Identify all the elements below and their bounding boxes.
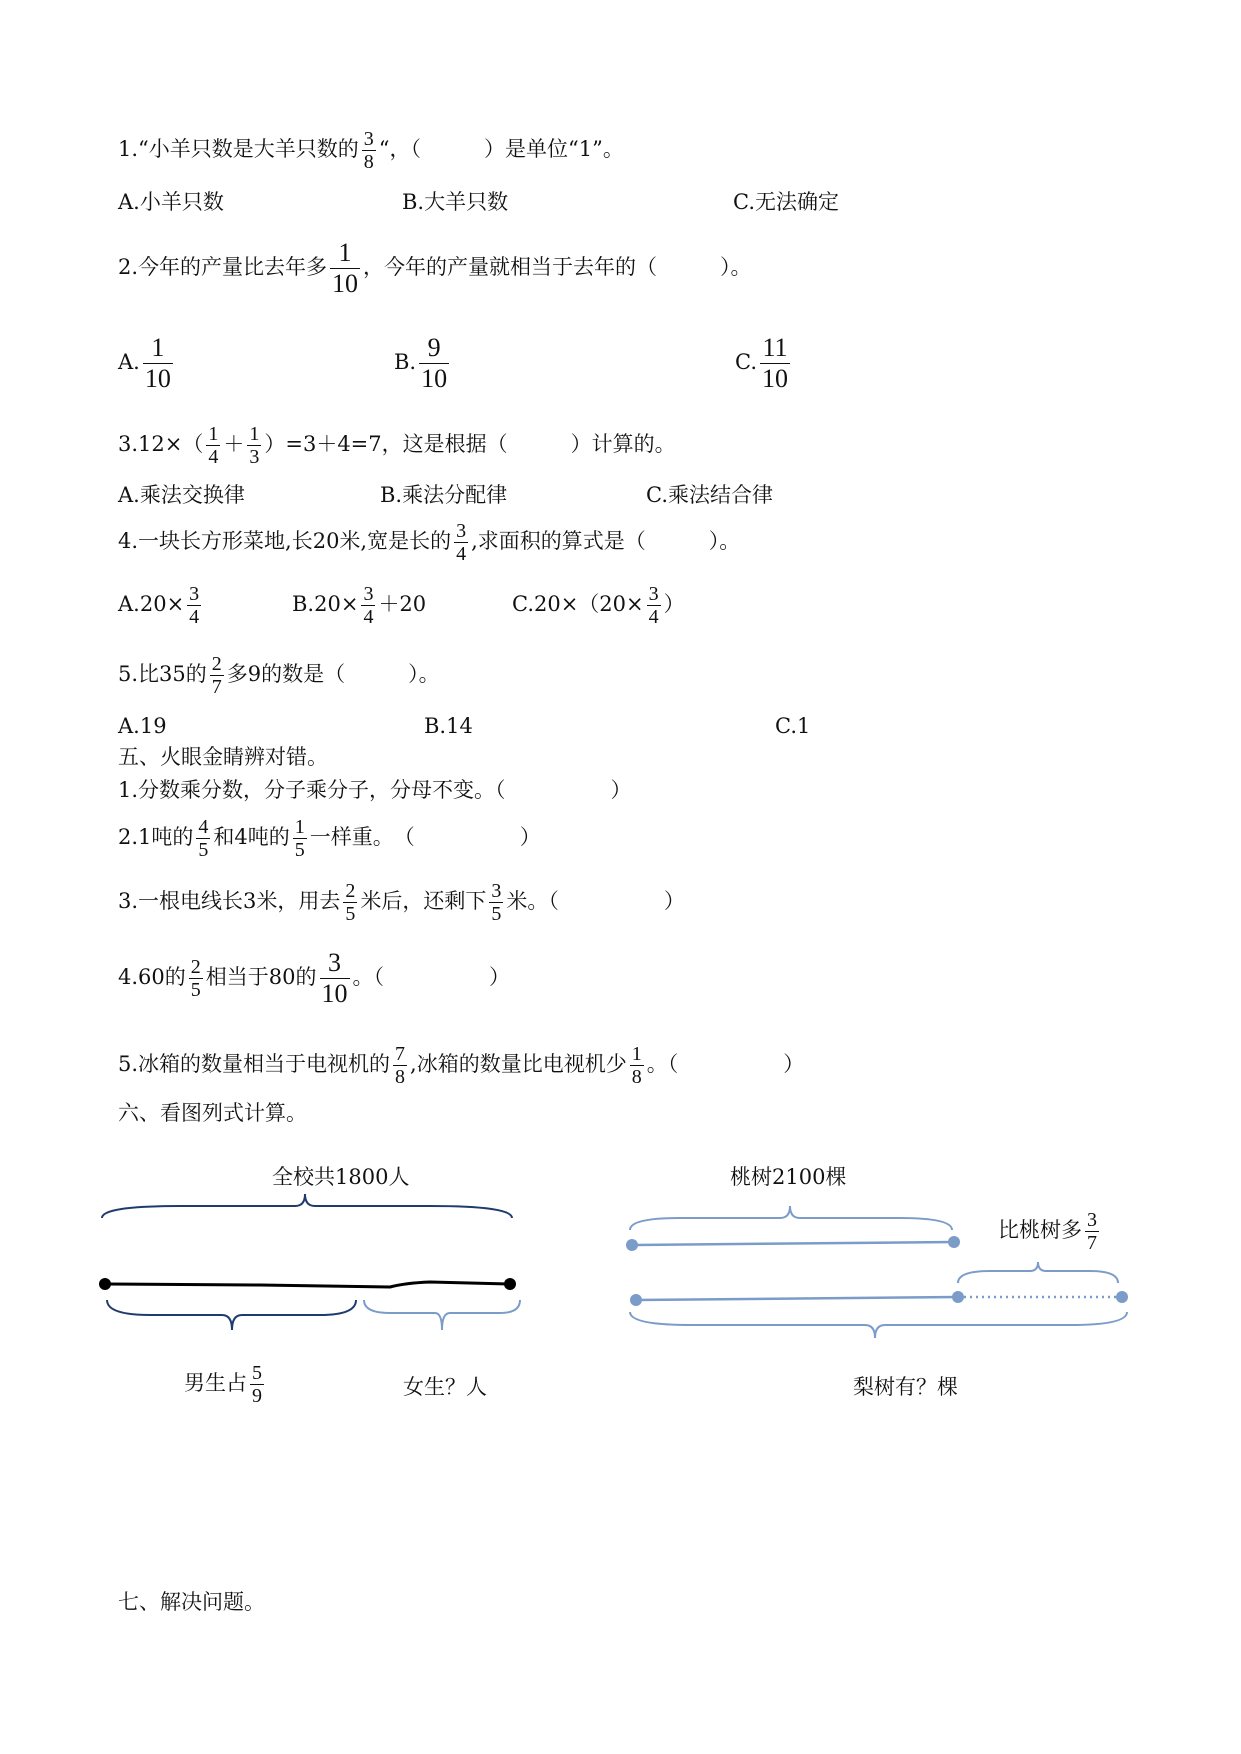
numerator: 3 [363,583,374,605]
pear-segment-line [636,1297,958,1300]
section-6-title: 六、看图列式计算。 [118,1101,307,1125]
denominator: 5 [198,839,209,861]
text: 。（ ） [352,965,510,989]
q5-suffix: 多9的数是（ ）。 [226,662,440,686]
more-label [998,1209,1102,1254]
q5-prefix: 5.比35的 [118,662,207,686]
q5-option-b: B.14 [424,714,473,738]
numerator: 7 [395,1043,406,1065]
numerator: 11 [762,333,788,362]
q5-option-c: C.1 [775,714,811,738]
numerator: 3 [456,520,467,542]
q2-suffix: ，今年的产量就相当于去年的（ ）。 [363,255,752,279]
text: 米。（ ） [506,889,685,913]
numerator: 1 [249,423,260,445]
text: 4.60的 [118,965,186,989]
numerator: 3 [328,948,341,977]
denominator: 10 [421,364,448,393]
q3-option-c: C.乘法结合律 [646,483,773,507]
q2-denominator: 10 [332,269,359,298]
q2-option-c-label: C. [735,350,757,374]
q3-plus: ＋ [223,432,245,456]
numerator: 2 [345,880,356,902]
option-text: C.20×（20× [512,592,644,616]
girls-label: 女生？人 [403,1375,487,1399]
q1-numerator: 3 [363,128,374,150]
section-7-title: 七、解决问题。 [118,1590,265,1614]
denominator: 10 [144,364,171,393]
left-segment-line [105,1282,510,1287]
text: 2.1吨的 [118,825,194,849]
peach-brace [630,1206,952,1230]
numerator: 1 [151,333,165,362]
text: ,冰箱的数量比电视机少 [410,1052,627,1076]
numerator: 5 [252,1362,262,1384]
q2-numerator: 1 [338,238,352,267]
numerator: 9 [427,333,441,362]
option-text-post: ＋20 [378,592,427,616]
q2-option-a-label: A. [118,350,140,374]
left-segment-start-dot [99,1278,111,1290]
text: 。（ ） [646,1052,805,1076]
denominator: 4 [648,606,659,628]
boys-fraction [250,1362,264,1407]
numerator: 4 [198,816,209,838]
q1-option-a: A.小羊只数 [118,190,224,214]
numerator: 1 [294,816,305,838]
more-brace [958,1262,1118,1283]
numerator: 2 [211,653,222,675]
denominator: 5 [190,979,201,1001]
numerator: 3 [1087,1209,1097,1231]
numerator: 1 [208,423,219,445]
text: 3.一根电线长3米，用去 [118,889,341,913]
left-total-label: 全校共1800人 [272,1165,410,1189]
text: 5.冰箱的数量相当于电视机的 [118,1052,391,1076]
q4-prefix: 4.一块长方形菜地,长20米,宽是长的 [118,529,452,553]
q1-denominator: 8 [363,151,374,173]
more-label-text: 比桃树多 [998,1218,1082,1242]
option-text: B.20× [292,592,359,616]
peach-segment-start-dot [626,1239,638,1251]
q3-option-a: A.乘法交换律 [118,483,245,507]
numerator: 3 [189,583,200,605]
denominator: 9 [252,1385,262,1407]
denominator: 7 [1087,1232,1097,1254]
judge-item-1: 1.分数乘分数，分子乘分子，分母不变。（ ） [118,778,632,802]
q1-option-c: C.无法确定 [733,190,839,214]
denominator: 4 [208,446,219,468]
denominator: 4 [456,543,467,565]
q5-option-a: A.19 [118,714,167,738]
q1-option-b: B.大羊只数 [402,190,509,214]
peach-label: 桃树2100棵 [730,1165,847,1189]
pear-segment-end-dot [1116,1291,1128,1303]
peach-segment-end-dot [948,1236,960,1248]
denominator: 8 [631,1066,642,1088]
text: 米后，还剩下 [360,889,487,913]
boys-label-text: 男生占 [184,1371,247,1395]
denominator: 8 [395,1066,406,1088]
pear-segment-start-dot [630,1294,642,1306]
denominator: 5 [345,903,356,925]
denominator: 5 [294,839,305,861]
section-5-title: 五、火眼金睛辨对错。 [118,745,328,769]
q4-suffix: ,求面积的算式是（ ）。 [471,529,741,553]
numerator: 3 [648,583,659,605]
pear-label: 梨树有？棵 [853,1375,958,1399]
q2-prefix: 2.今年的产量比去年多 [118,255,328,279]
left-top-brace [102,1194,512,1218]
denominator: 4 [189,606,200,628]
numerator: 2 [190,956,201,978]
q3-prefix: 3.12×（ [118,432,204,456]
numerator: 3 [491,880,502,902]
denominator: 10 [321,979,348,1008]
denominator: 10 [762,364,788,393]
left-segment-end-dot [504,1278,516,1290]
denominator: 4 [363,606,374,628]
q2-option-b-label: B. [394,350,417,374]
q1-suffix: “，（ ）是单位“1”。 [378,137,624,161]
peach-segment-line [632,1242,954,1245]
denominator: 3 [249,446,260,468]
girls-brace [364,1300,520,1330]
more-fraction [1085,1209,1099,1254]
text: 和4吨的 [213,825,290,849]
option-text: A.20× [118,592,185,616]
denominator: 7 [211,676,222,698]
boys-label [184,1362,267,1407]
text: 相当于80的 [205,965,317,989]
option-text-post: ） [663,592,685,616]
denominator: 5 [491,903,502,925]
pear-brace [630,1312,1127,1338]
text: 一样重。 （ ） [309,825,541,849]
q1-prefix: 1.“小羊只数是大羊只数的 [118,137,359,161]
q3-suffix: ）=3＋4=7，这是根据（ ）计算的。 [264,432,676,456]
numerator: 1 [631,1043,642,1065]
boys-brace [107,1300,356,1330]
q3-option-b: B.乘法分配律 [380,483,508,507]
pear-segment-mid-dot [952,1291,964,1303]
